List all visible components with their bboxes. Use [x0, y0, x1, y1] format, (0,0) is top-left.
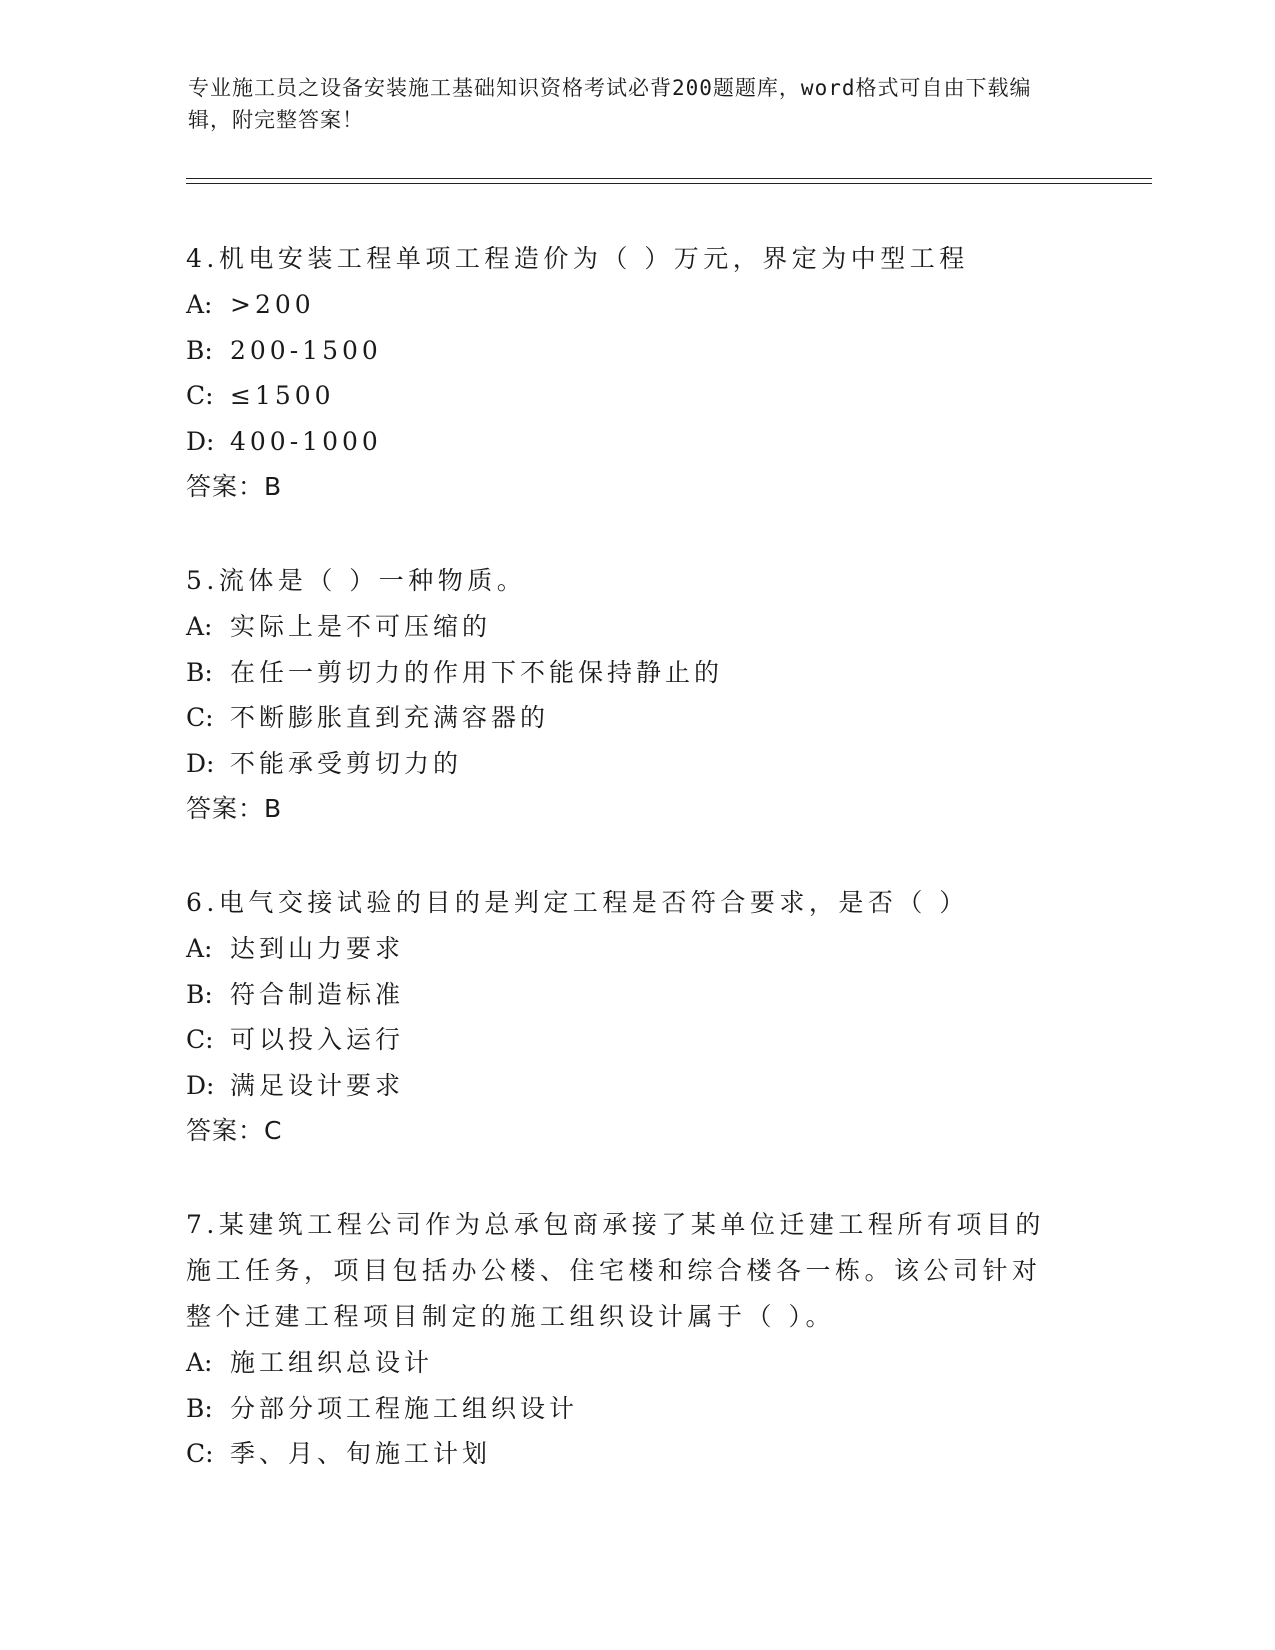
option-letter: A:: [186, 612, 213, 641]
option-text: 达到山力要求: [230, 934, 405, 963]
option-letter: C:: [186, 703, 214, 732]
question-stem: [186, 236, 1056, 282]
option-text: 季、月、旬施工计划: [230, 1439, 492, 1468]
option-c: [186, 1017, 1086, 1063]
option-text: 可以投入运行: [230, 1025, 405, 1054]
option-text: ≤1500: [230, 381, 335, 410]
option-letter: A:: [186, 1348, 213, 1377]
answer-label: 答案：: [186, 794, 265, 823]
option-letter: A:: [186, 934, 213, 963]
answer-value: B: [264, 472, 283, 501]
option-c: [186, 1431, 1086, 1477]
option-text: 符合制造标准: [230, 979, 405, 1009]
option-b: [186, 650, 1086, 696]
question-stem: [186, 558, 1056, 604]
option-a: [186, 926, 1086, 972]
question-number: 5.: [186, 566, 219, 595]
document-header: 专业施工员之设备安装施工基础知识资格考试必背200题题库，word格式可自由下载编辑，附完整答案！: [188, 76, 1032, 132]
question-stem: [186, 1202, 1056, 1340]
option-text: 分部分项工程施工组织设计: [230, 1393, 579, 1423]
option-letter: D:: [186, 748, 215, 778]
option-letter: A:: [186, 290, 213, 319]
option-text: 施工组织总设计: [230, 1348, 434, 1377]
option-c: [186, 695, 1086, 741]
option-letter: C:: [186, 381, 214, 410]
option-d: [186, 419, 1086, 465]
option-text: >200: [230, 290, 315, 319]
question-number: 4.: [186, 244, 219, 273]
option-letter: B:: [186, 657, 213, 687]
option-text: 满足设计要求: [230, 1070, 405, 1100]
option-d: [186, 1063, 1086, 1109]
option-text: 在任一剪切力的作用下不能保持静止的: [230, 657, 724, 687]
answer-value: B: [264, 794, 283, 823]
answer-line: [186, 786, 1086, 832]
question-number: 7.: [186, 1210, 219, 1239]
option-text: 400-1000: [230, 426, 382, 456]
option-text: 200-1500: [230, 335, 382, 365]
header-divider-bottom: [186, 183, 1152, 184]
option-text: 实际上是不可压缩的: [230, 612, 492, 641]
question-text: 流体是（ ）一种物质。: [218, 566, 527, 595]
question-4: [186, 236, 1086, 510]
option-letter: C:: [186, 1439, 214, 1468]
option-b: [186, 1386, 1086, 1432]
option-letter: C:: [186, 1025, 214, 1054]
option-c: [186, 373, 1086, 419]
option-d: [186, 741, 1086, 787]
question-text: 某建筑工程公司作为总承包商承接了某单位迁建工程所有项目的施工任务，项目包括办公楼、住宅楼和综合楼各一栋。该公司针对整个迁建工程项目制定的施工组织设计属于（ ）。: [186, 1210, 1045, 1331]
question-5: [186, 558, 1086, 832]
option-letter: B:: [186, 979, 213, 1009]
question-list: [186, 236, 1086, 1525]
question-6: [186, 880, 1086, 1154]
answer-label: 答案：: [186, 1116, 265, 1145]
option-text: 不断膨胀直到充满容器的: [230, 703, 550, 732]
option-letter: B:: [186, 1393, 213, 1423]
answer-label: 答案：: [186, 472, 265, 501]
question-text: 电气交接试验的目的是判定工程是否符合要求，是否（ ）: [218, 888, 969, 917]
answer-line: [186, 1108, 1086, 1154]
answer-line: [186, 464, 1086, 510]
question-stem: [186, 880, 1056, 926]
option-a: [186, 1340, 1086, 1386]
question-text: 机电安装工程单项工程造价为（ ）万元，界定为中型工程: [218, 244, 969, 273]
option-a: [186, 604, 1086, 650]
question-7: [186, 1202, 1086, 1477]
option-letter: D:: [186, 426, 215, 456]
header-divider-top: [186, 178, 1152, 179]
answer-value: C: [264, 1116, 283, 1145]
option-b: [186, 328, 1086, 374]
option-b: [186, 972, 1086, 1018]
option-a: [186, 282, 1086, 328]
question-number: 6.: [186, 888, 219, 917]
option-letter: D:: [186, 1070, 215, 1100]
option-text: 不能承受剪切力的: [230, 748, 463, 778]
option-letter: B:: [186, 335, 213, 365]
